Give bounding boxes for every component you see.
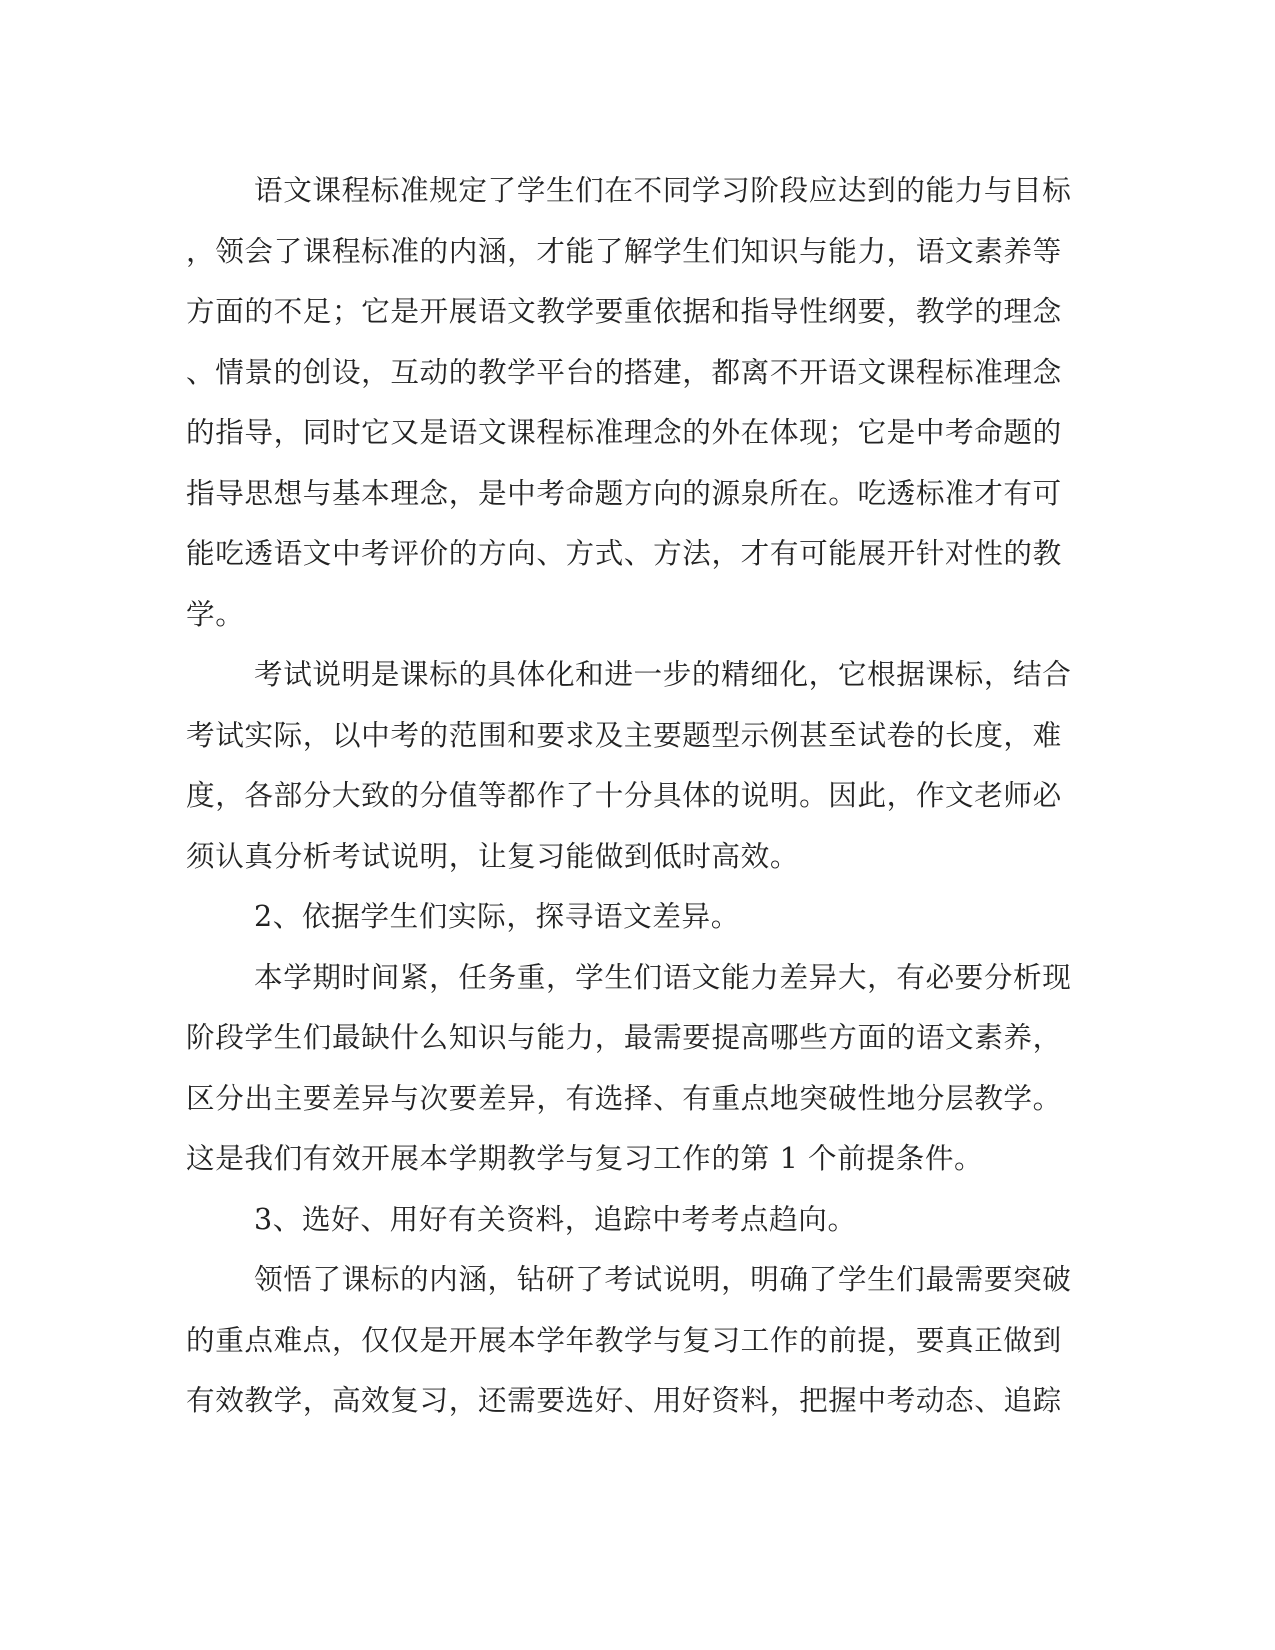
text-line: 这是我们有效开展本学期教学与复习工作的第 1 个前提条件。	[186, 1141, 984, 1175]
text-line: 领悟了课标的内涵，钻研了考试说明，明确了学生们最需要突破	[254, 1262, 1072, 1296]
text-line: 阶段学生们最缺什么知识与能力，最需要提高哪些方面的语文素养，	[186, 1020, 1062, 1054]
body-text	[186, 160, 1072, 1431]
text-line: 方面的不足；它是开展语文教学要重依据和指导性纲要，教学的理念	[186, 294, 1062, 328]
text-line: 的重点难点，仅仅是开展本学年教学与复习工作的前提，要真正做到	[186, 1322, 1062, 1357]
text-line: 、情景的创设，互动的教学平台的搭建，都离不开语文课程标准理念	[186, 354, 1062, 389]
text-line: 学。	[186, 596, 245, 631]
text-line: 须认真分析考试说明，让复习能做到低时高效。	[186, 838, 800, 873]
text-line: 考试实际，以中考的范围和要求及主要题型示例甚至试卷的长度，难	[186, 717, 1062, 752]
text-line: 能吃透语文中考评价的方向、方式、方法，才有可能展开针对性的教	[186, 536, 1062, 570]
text-line: 区分出主要差异与次要差异，有选择、有重点地突破性地分层教学。	[186, 1080, 1062, 1115]
text-line: 度，各部分大致的分值等都作了十分具体的说明。因此，作文老师必	[186, 778, 1062, 812]
text-line: 语文课程标准规定了学生们在不同学习阶段应达到的能力与目标	[254, 173, 1072, 207]
text-line: 指导思想与基本理念，是中考命题方向的源泉所在。吃透标准才有可	[186, 475, 1062, 510]
text-line: 本学期时间紧，任务重，学生们语文能力差异大，有必要分析现	[254, 959, 1072, 994]
section-heading: 3、选好、用好有关资料，追踪中考考点趋向。	[254, 1201, 857, 1236]
text-line: 的指导，同时它又是语文课程标准理念的外在体现；它是中考命题的	[186, 415, 1062, 449]
section-heading: 2、依据学生们实际，探寻语文差异。	[254, 899, 740, 933]
text-line: 有效教学，高效复习，还需要选好、用好资料，把握中考动态、追踪	[186, 1383, 1062, 1417]
text-line: ，领会了课程标准的内涵，才能了解学生们知识与能力，语文素养等	[186, 233, 1062, 268]
text-line: 考试说明是课标的具体化和进一步的精细化，它根据课标，结合	[254, 657, 1072, 691]
